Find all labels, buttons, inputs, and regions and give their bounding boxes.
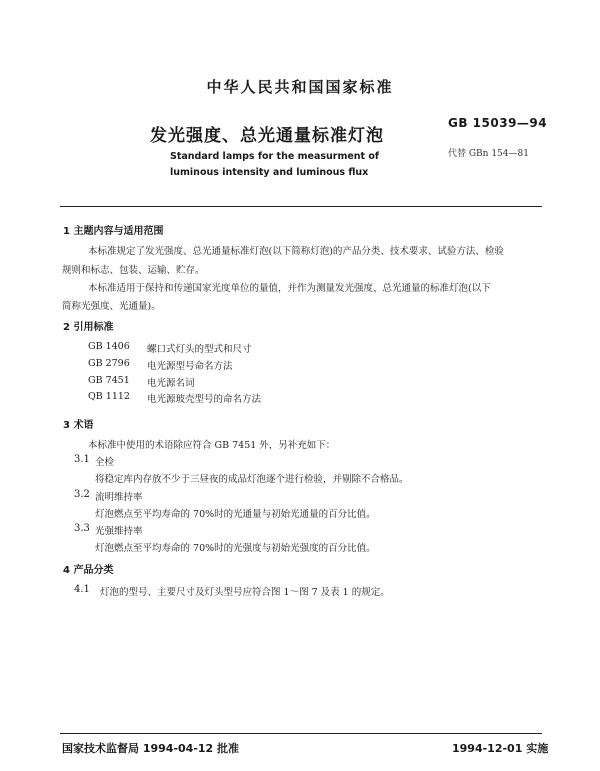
reference-name: 电光源玻壳型号的命名方法 [147, 394, 262, 405]
clause-number: 4.1 [74, 584, 90, 595]
standard-number: GB 15039—94 [448, 116, 548, 130]
section-1-paragraph-2-line-1: 本标准适用于保持和传递国家光度单位的量值，并作为测量发光强度、总光通量的标准灯泡(以下 [88, 283, 491, 294]
term-title: 光强维持率 [95, 526, 143, 537]
issuing-body-title: 中华人民共和国国家标准 [206, 78, 394, 96]
section-3-heading: 3 术语 [63, 420, 94, 431]
reference-code: GB 2796 [88, 358, 130, 369]
term-number: 3.1 [74, 454, 90, 465]
clause-text: 灯泡的型号、主要尺寸及灯头型号应符合图 1～图 7 及表 1 的规定。 [100, 587, 390, 598]
section-4-heading: 4 产品分类 [63, 565, 114, 576]
document-title-en-line1: Standard lamps for the measurment of [170, 151, 380, 162]
reference-code: GB 7451 [88, 375, 130, 386]
section-1-paragraph-2-line-2: 简称光强度、光通量)。 [62, 301, 161, 312]
term-title: 全检 [95, 457, 115, 468]
reference-name: 螺口式灯头的型式和尺寸 [147, 344, 252, 355]
replaces-standard: 代替 GBn 154—81 [448, 149, 529, 159]
term-number: 3.3 [74, 523, 90, 534]
reference-code: GB 1406 [88, 341, 130, 352]
section-2-heading: 2 引用标准 [63, 322, 114, 333]
section-1-paragraph-1-line-2: 规则和标志、包装、运输、贮存。 [62, 265, 205, 276]
term-description: 将稳定库内存放不少于三昼夜的成品灯泡逐个进行检验，并剔除不合格品。 [95, 474, 409, 485]
top-divider [60, 206, 542, 207]
term-description: 灯泡燃点至平均寿命的 70%时的光通量与初始光通量的百分比值。 [95, 509, 376, 520]
term-number: 3.2 [74, 489, 90, 500]
reference-name: 电光源型号命名方法 [147, 361, 233, 372]
approval-date: 国家技术监督局 1994-04-12 批准 [62, 742, 240, 755]
bottom-divider [60, 733, 542, 734]
section-1-heading: 1 主题内容与适用范围 [63, 226, 164, 237]
section-1-paragraph-1-line-1: 本标准规定了发光强度、总光通量标准灯泡(以下简称灯泡)的产品分类、技术要求、试验方法、检验 [88, 246, 504, 257]
section-3-intro: 本标准中使用的术语除应符合 GB 7451 外，另补充如下： [88, 440, 336, 451]
reference-name: 电光源名词 [147, 378, 195, 389]
term-description: 灯泡燃点至平均寿命的 70%时的光强度与初始光强度的百分比值。 [95, 543, 376, 554]
document-title-en-line2: luminous intensity and luminous flux [170, 167, 369, 178]
document-title-cn: 发光强度、总光通量标准灯泡 [150, 126, 384, 146]
effective-date: 1994-12-01 实施 [452, 742, 549, 755]
term-title: 流明维持率 [95, 492, 143, 503]
reference-code: QB 1112 [88, 391, 130, 402]
